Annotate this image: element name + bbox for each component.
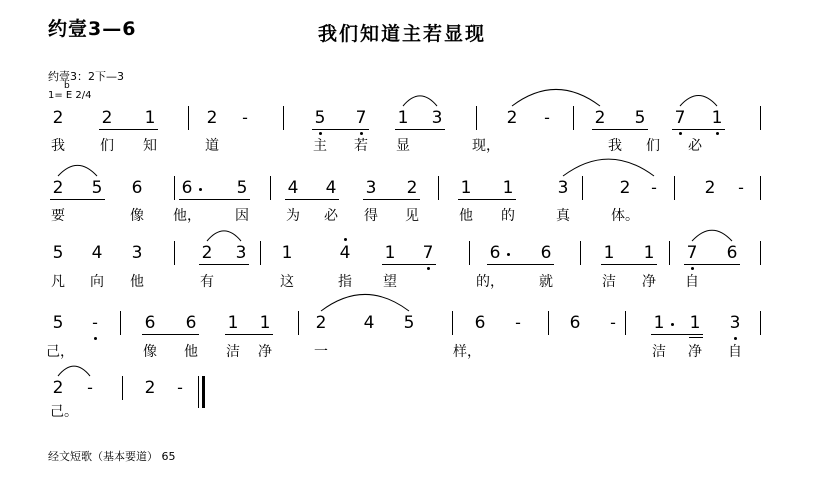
note: 5 bbox=[634, 108, 646, 128]
lyric-char: 的 bbox=[501, 208, 515, 224]
note: 7 bbox=[674, 108, 686, 128]
lyric-char: 显 bbox=[396, 138, 410, 154]
lyric-char: 见 bbox=[405, 208, 419, 224]
bar-line bbox=[580, 241, 581, 265]
note: 3 bbox=[557, 178, 569, 198]
note: 5 bbox=[403, 313, 415, 333]
note: 3 bbox=[365, 178, 377, 198]
beam-underline bbox=[382, 264, 436, 265]
bar-line bbox=[625, 311, 626, 335]
rest-dash: - bbox=[515, 313, 521, 332]
bar-line bbox=[573, 106, 574, 130]
note: 7 bbox=[355, 108, 367, 128]
note: 1 bbox=[460, 178, 472, 198]
beam-underline bbox=[99, 129, 158, 130]
slur-arc bbox=[58, 165, 97, 176]
note: 2 bbox=[594, 108, 606, 128]
lyric-char: 要 bbox=[51, 208, 65, 224]
bar-line bbox=[260, 241, 261, 265]
low-octave-dot bbox=[679, 132, 682, 135]
bar-line bbox=[174, 176, 175, 200]
augmentation-dot bbox=[671, 323, 674, 326]
lyric-char: 洁 bbox=[226, 344, 240, 360]
beam-underline bbox=[458, 199, 516, 200]
note: 6 bbox=[489, 243, 501, 263]
lyric-char: 们 bbox=[100, 138, 114, 154]
note: 1 bbox=[281, 243, 293, 263]
lyric-char: 我 bbox=[608, 138, 622, 154]
note: 1 bbox=[603, 243, 615, 263]
bar-line bbox=[120, 311, 121, 335]
lyric-char: 若 bbox=[354, 138, 368, 154]
beam-underline bbox=[179, 199, 250, 200]
beam-underline bbox=[225, 334, 273, 335]
bar-line bbox=[760, 176, 761, 200]
lyric-char: 必 bbox=[324, 208, 338, 224]
slur-arc bbox=[563, 159, 654, 176]
rest-dash: - bbox=[242, 108, 248, 127]
note: 3 bbox=[729, 313, 741, 333]
note: 1 bbox=[259, 313, 271, 333]
note: 6 bbox=[726, 243, 738, 263]
note: 4 bbox=[325, 178, 337, 198]
lyric-char: 他 bbox=[459, 208, 473, 224]
key-signature bbox=[48, 81, 92, 101]
beam-underline bbox=[487, 264, 554, 265]
note: 6 bbox=[144, 313, 156, 333]
beam-underline bbox=[592, 129, 648, 130]
rest-dash: - bbox=[87, 378, 93, 397]
low-octave-dot bbox=[360, 132, 363, 135]
augmentation-dot bbox=[507, 253, 510, 256]
slur-arc bbox=[58, 366, 90, 376]
note: 2 bbox=[406, 178, 418, 198]
note: 1 bbox=[711, 108, 723, 128]
note: 5 bbox=[314, 108, 326, 128]
lyric-char: 像 bbox=[143, 344, 157, 360]
lyric-char: 必 bbox=[688, 138, 702, 154]
lyric-char: 得 bbox=[364, 208, 378, 224]
note: 1 bbox=[689, 313, 701, 333]
lyric-char: 道 bbox=[205, 138, 219, 154]
beam-underline bbox=[672, 129, 725, 130]
note: 2 bbox=[52, 378, 64, 398]
lyric-char: 样， bbox=[453, 344, 481, 360]
beam-underline bbox=[395, 129, 445, 130]
lyric-char: 净 bbox=[258, 344, 272, 360]
scripture-reference: 约壹3：2下—3 bbox=[48, 70, 124, 83]
note: 1 bbox=[653, 313, 665, 333]
lyric-char: 这 bbox=[280, 274, 294, 290]
rest-dash: - bbox=[177, 378, 183, 397]
note: 6 bbox=[569, 313, 581, 333]
bar-line bbox=[188, 106, 189, 130]
note: 1 bbox=[643, 243, 655, 263]
note: 4 bbox=[287, 178, 299, 198]
lyric-char: 洁 bbox=[602, 274, 616, 290]
note: 6 bbox=[131, 178, 143, 198]
note: 2 bbox=[144, 378, 156, 398]
note: 3 bbox=[235, 243, 247, 263]
bar-line bbox=[582, 176, 583, 200]
bar-line bbox=[476, 106, 477, 130]
key-text: 1= E 2/4 bbox=[48, 90, 92, 101]
bar-line bbox=[283, 106, 284, 130]
beam-underline bbox=[312, 129, 369, 130]
augmentation-dot bbox=[199, 188, 202, 191]
beam-underline bbox=[684, 264, 740, 265]
beam-underline bbox=[651, 334, 703, 335]
final-bar-thick bbox=[202, 376, 205, 408]
bar-line bbox=[122, 376, 123, 400]
rest-dash: - bbox=[544, 108, 550, 127]
song-title: 我们知道主若显现 bbox=[318, 23, 487, 45]
low-octave-dot bbox=[716, 132, 719, 135]
bar-line bbox=[469, 241, 470, 265]
note: 6 bbox=[181, 178, 193, 198]
note: 4 bbox=[363, 313, 375, 333]
lyric-char: 们 bbox=[646, 138, 660, 154]
note: 2 bbox=[619, 178, 631, 198]
note: 2 bbox=[201, 243, 213, 263]
lyric-char: 己。 bbox=[50, 404, 78, 420]
note: 2 bbox=[52, 108, 64, 128]
note: 1 bbox=[502, 178, 514, 198]
bar-line bbox=[760, 241, 761, 265]
note: 2 bbox=[315, 313, 327, 333]
note: 3 bbox=[131, 243, 143, 263]
flat-sign: b bbox=[64, 81, 70, 91]
high-octave-dot bbox=[344, 238, 347, 241]
beam-underline bbox=[199, 264, 249, 265]
lyric-char: 望 bbox=[383, 274, 397, 290]
rest-dash: - bbox=[610, 313, 616, 332]
rest-dash: - bbox=[92, 313, 98, 332]
low-octave-dot bbox=[427, 267, 430, 270]
lyric-char: 自 bbox=[728, 344, 742, 360]
footer-source: 经文短歌（基本要道） 65 bbox=[48, 450, 176, 463]
note: 2 bbox=[206, 108, 218, 128]
lyric-char: 真 bbox=[556, 208, 570, 224]
lyric-char: 他， bbox=[173, 208, 201, 224]
lyric-char: 自 bbox=[685, 274, 699, 290]
beam-underline bbox=[363, 199, 420, 200]
note: 5 bbox=[52, 313, 64, 333]
beam-underline bbox=[142, 334, 199, 335]
bar-line bbox=[548, 311, 549, 335]
lyric-char: 因 bbox=[235, 208, 249, 224]
low-octave-dot bbox=[734, 337, 737, 340]
bar-line bbox=[270, 176, 271, 200]
slur-arc bbox=[321, 294, 409, 311]
low-octave-dot bbox=[319, 132, 322, 135]
low-octave-dot bbox=[691, 267, 694, 270]
bar-line bbox=[174, 241, 175, 265]
lyric-char: 知 bbox=[143, 138, 157, 154]
hymn-code: 约壹3—6 bbox=[48, 18, 137, 40]
bar-line bbox=[452, 311, 453, 335]
note: 5 bbox=[91, 178, 103, 198]
rest-dash: - bbox=[738, 178, 744, 197]
lyric-char: 洁 bbox=[652, 344, 666, 360]
slur-arc bbox=[692, 230, 732, 241]
note: 2 bbox=[52, 178, 64, 198]
note: 5 bbox=[236, 178, 248, 198]
slur-arc bbox=[512, 89, 600, 106]
lyric-char: 有 bbox=[200, 274, 214, 290]
lyric-char: 一 bbox=[314, 344, 328, 360]
note: 6 bbox=[474, 313, 486, 333]
lyric-char: 他 bbox=[130, 274, 144, 290]
lyric-char: 的， bbox=[476, 274, 504, 290]
beam-underline bbox=[285, 199, 339, 200]
low-octave-dot bbox=[94, 337, 97, 340]
note: 7 bbox=[422, 243, 434, 263]
beam-underline-2 bbox=[689, 337, 703, 338]
beam-underline bbox=[50, 199, 105, 200]
note: 3 bbox=[431, 108, 443, 128]
note: 6 bbox=[185, 313, 197, 333]
note: 4 bbox=[339, 243, 351, 263]
note: 1 bbox=[227, 313, 239, 333]
lyric-char: 像 bbox=[130, 208, 144, 224]
note: 6 bbox=[540, 243, 552, 263]
lyric-char: 就 bbox=[539, 274, 553, 290]
slur-arc bbox=[680, 96, 717, 106]
note: 1 bbox=[384, 243, 396, 263]
bar-line bbox=[298, 311, 299, 335]
note: 5 bbox=[52, 243, 64, 263]
lyric-char: 向 bbox=[90, 274, 104, 290]
bar-line bbox=[669, 241, 670, 265]
bar-line bbox=[760, 106, 761, 130]
lyric-char: 我 bbox=[51, 138, 65, 154]
beam-underline bbox=[601, 264, 657, 265]
rest-dash: - bbox=[651, 178, 657, 197]
note: 4 bbox=[91, 243, 103, 263]
bar-line bbox=[438, 176, 439, 200]
lyric-char: 净 bbox=[642, 274, 656, 290]
slur-arc bbox=[403, 96, 437, 106]
lyric-char: 他 bbox=[184, 344, 198, 360]
note: 2 bbox=[506, 108, 518, 128]
note: 2 bbox=[704, 178, 716, 198]
bar-line bbox=[760, 311, 761, 335]
final-bar-thin bbox=[198, 376, 199, 408]
note: 2 bbox=[101, 108, 113, 128]
lyric-char: 己， bbox=[46, 344, 74, 360]
lyric-char: 体。 bbox=[611, 208, 639, 224]
note: 1 bbox=[397, 108, 409, 128]
lyric-char: 为 bbox=[286, 208, 300, 224]
slur-arc bbox=[207, 231, 241, 241]
lyric-char: 凡 bbox=[51, 274, 65, 290]
lyric-char: 指 bbox=[338, 274, 352, 290]
note: 7 bbox=[686, 243, 698, 263]
lyric-char: 现， bbox=[472, 138, 500, 154]
note: 1 bbox=[144, 108, 156, 128]
lyric-char: 主 bbox=[313, 138, 327, 154]
lyric-char: 净 bbox=[688, 344, 702, 360]
bar-line bbox=[674, 176, 675, 200]
